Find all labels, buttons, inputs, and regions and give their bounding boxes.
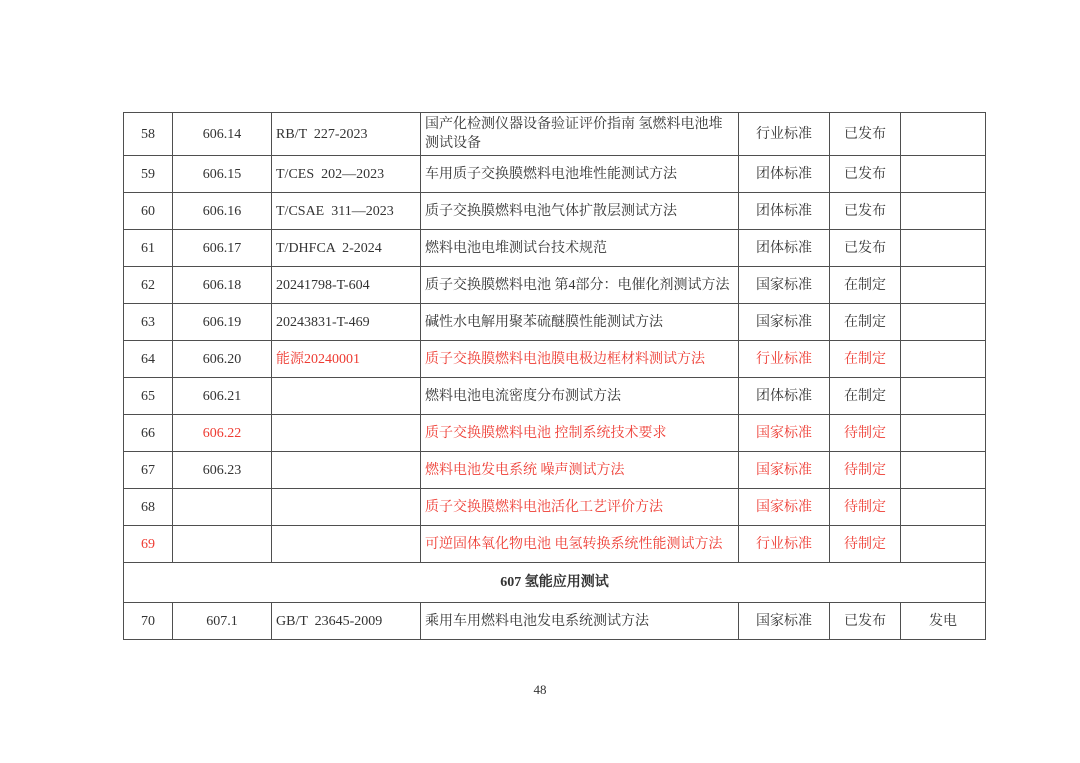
table-cell-title: 燃料电池电堆测试台技术规范 [421, 230, 739, 267]
table-cell-extra [901, 452, 986, 489]
table-cell-status: 待制定 [830, 489, 901, 526]
table-row [124, 267, 986, 304]
table-cell-code: 606.15 [173, 156, 272, 193]
table-cell-extra [901, 230, 986, 267]
table-cell-status: 在制定 [830, 304, 901, 341]
table-cell-extra: 发电 [901, 603, 986, 640]
table-cell-title: 质子交换膜燃料电池气体扩散层测试方法 [421, 193, 739, 230]
table-cell-num: 60 [124, 193, 173, 230]
table-row [124, 113, 986, 156]
table-cell-std: 能源20240001 [272, 341, 421, 378]
table-cell-extra [901, 415, 986, 452]
page-number: 48 [533, 682, 547, 697]
table-row [124, 230, 986, 267]
table-cell-num: 70 [124, 603, 173, 640]
table-cell-title: 碱性水电解用聚苯硫醚膜性能测试方法 [421, 304, 739, 341]
table-cell-extra [901, 193, 986, 230]
table-cell-status: 已发布 [830, 230, 901, 267]
table-row [124, 341, 986, 378]
table-cell-num: 63 [124, 304, 173, 341]
table-cell-title: 国产化检测仪器设备验证评价指南 氢燃料电池堆测试设备 [421, 113, 739, 156]
table-row [124, 415, 986, 452]
table-cell-num: 66 [124, 415, 173, 452]
table-row [124, 156, 986, 193]
table-cell-std: T/CSAE 311—2023 [272, 193, 421, 230]
table-cell-type: 团体标准 [739, 193, 830, 230]
table-cell-std [272, 415, 421, 452]
table-cell-std: 20241798-T-604 [272, 267, 421, 304]
table-cell-type: 国家标准 [739, 267, 830, 304]
table-cell-status: 已发布 [830, 603, 901, 640]
table-cell-code: 606.23 [173, 452, 272, 489]
table-cell-std [272, 526, 421, 563]
table-cell-extra [901, 341, 986, 378]
table-cell-status: 在制定 [830, 267, 901, 304]
section-header-row [124, 563, 986, 603]
table-cell-type: 行业标准 [739, 526, 830, 563]
table-cell-extra [901, 489, 986, 526]
table-cell-status: 待制定 [830, 452, 901, 489]
table-cell-title: 乘用车用燃料电池发电系统测试方法 [421, 603, 739, 640]
table-cell-type: 行业标准 [739, 113, 830, 156]
table-cell-num: 59 [124, 156, 173, 193]
table-cell-type: 行业标准 [739, 341, 830, 378]
table-cell-std: T/CES 202—2023 [272, 156, 421, 193]
table-cell-title: 质子交换膜燃料电池 控制系统技术要求 [421, 415, 739, 452]
table-cell-type: 国家标准 [739, 304, 830, 341]
table-row [124, 378, 986, 415]
table-cell-extra [901, 378, 986, 415]
table-cell-status: 在制定 [830, 378, 901, 415]
table-cell-status: 已发布 [830, 113, 901, 156]
table-cell-num: 62 [124, 267, 173, 304]
table-cell-std [272, 378, 421, 415]
table-row [124, 452, 986, 489]
table-cell-code: 607.1 [173, 603, 272, 640]
standards-table-body [124, 113, 986, 640]
table-cell-code: 606.14 [173, 113, 272, 156]
standards-table [123, 112, 986, 640]
table-cell-code: 606.16 [173, 193, 272, 230]
table-row [124, 489, 986, 526]
table-row [124, 193, 986, 230]
table-row [124, 603, 986, 640]
table-cell-type: 国家标准 [739, 603, 830, 640]
table-cell-num: 67 [124, 452, 173, 489]
table-cell-code: 606.20 [173, 341, 272, 378]
table-cell-type: 团体标准 [739, 230, 830, 267]
table-cell-title: 质子交换膜燃料电池 第4部分：电催化剂测试方法 [421, 267, 739, 304]
table-cell-type: 团体标准 [739, 156, 830, 193]
table-cell-type: 团体标准 [739, 378, 830, 415]
table-cell-title: 质子交换膜燃料电池活化工艺评价方法 [421, 489, 739, 526]
table-cell-num: 61 [124, 230, 173, 267]
table-cell-title: 质子交换膜燃料电池膜电极边框材料测试方法 [421, 341, 739, 378]
table-cell-status: 在制定 [830, 341, 901, 378]
table-cell-status: 已发布 [830, 193, 901, 230]
table-cell-std: 20243831-T-469 [272, 304, 421, 341]
table-cell-code: 606.18 [173, 267, 272, 304]
table-cell-code: 606.17 [173, 230, 272, 267]
table-cell-num: 68 [124, 489, 173, 526]
table-cell-type: 国家标准 [739, 489, 830, 526]
table-cell-code: 606.19 [173, 304, 272, 341]
table-cell-extra [901, 304, 986, 341]
table-cell-title: 可逆固体氧化物电池 电氢转换系统性能测试方法 [421, 526, 739, 563]
table-cell-std [272, 452, 421, 489]
table-cell-std: T/DHFCA 2-2024 [272, 230, 421, 267]
table-cell-code: 606.22 [173, 415, 272, 452]
table-cell-title: 车用质子交换膜燃料电池堆性能测试方法 [421, 156, 739, 193]
table-cell-title: 燃料电池电流密度分布测试方法 [421, 378, 739, 415]
table-cell-code [173, 526, 272, 563]
table-cell-type: 国家标准 [739, 415, 830, 452]
table-cell-extra [901, 267, 986, 304]
table-cell-type: 国家标准 [739, 452, 830, 489]
table-cell-extra [901, 156, 986, 193]
table-cell-std: GB/T 23645-2009 [272, 603, 421, 640]
table-cell-num: 65 [124, 378, 173, 415]
table-cell-num: 69 [124, 526, 173, 563]
table-cell-num: 64 [124, 341, 173, 378]
table-cell-extra [901, 113, 986, 156]
section-header-title: 607 氢能应用测试 [124, 563, 986, 603]
table-row [124, 304, 986, 341]
table-cell-status: 待制定 [830, 526, 901, 563]
table-cell-title: 燃料电池发电系统 噪声测试方法 [421, 452, 739, 489]
table-cell-std: RB/T 227-2023 [272, 113, 421, 156]
table-row [124, 526, 986, 563]
table-cell-num: 58 [124, 113, 173, 156]
table-cell-status: 待制定 [830, 415, 901, 452]
table-cell-code: 606.21 [173, 378, 272, 415]
table-cell-std [272, 489, 421, 526]
table-cell-status: 已发布 [830, 156, 901, 193]
table-cell-extra [901, 526, 986, 563]
table-cell-code [173, 489, 272, 526]
